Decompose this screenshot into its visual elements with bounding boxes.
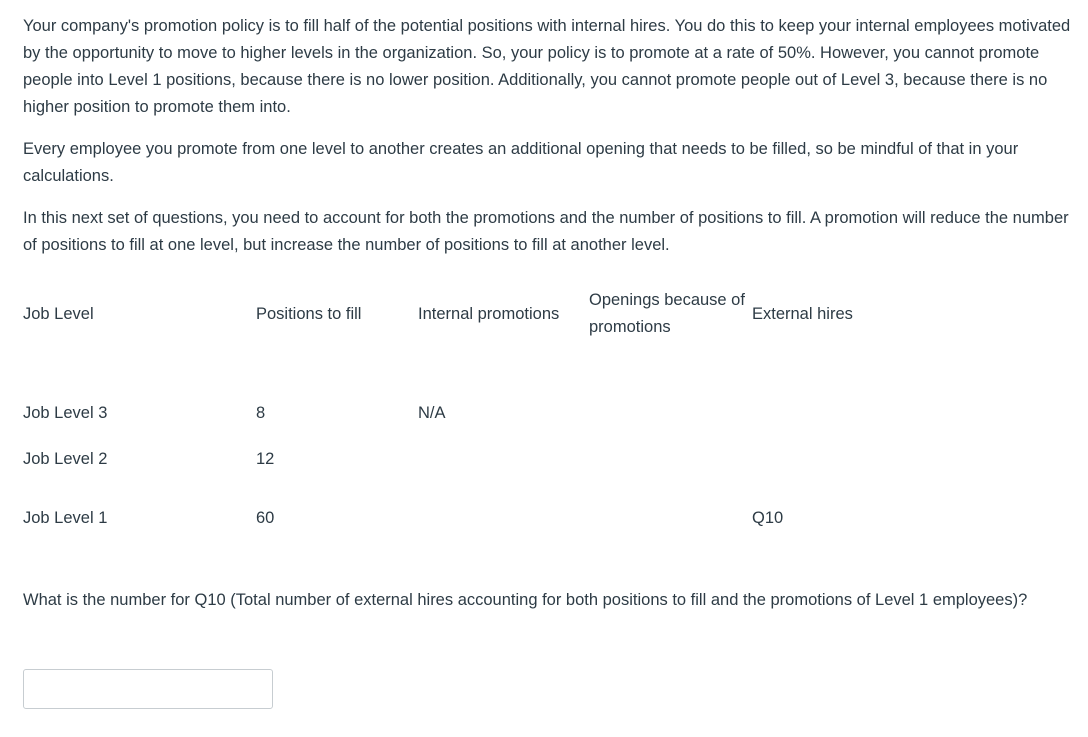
cell-openings bbox=[589, 343, 752, 430]
cell-internal-promotions bbox=[418, 489, 589, 548]
table-row bbox=[23, 489, 892, 548]
cell-external-hires bbox=[752, 430, 892, 489]
table-row bbox=[23, 430, 892, 489]
cell-positions-to-fill: 12 bbox=[256, 450, 275, 468]
cell-internal-promotions bbox=[418, 430, 589, 489]
answer-input[interactable] bbox=[23, 669, 273, 709]
header-job-level: Job Level bbox=[23, 304, 94, 323]
header-internal-promotions: Internal promotions bbox=[418, 304, 560, 323]
header-openings-because-of-promotions: Openings because of promotions bbox=[589, 291, 745, 336]
cell-openings bbox=[589, 489, 752, 548]
cell-job-level: Job Level 3 bbox=[23, 404, 108, 422]
header-positions-to-fill: Positions to fill bbox=[256, 304, 362, 323]
intro-paragraph-instructions: In this next set of questions, you need to account for both the promotions and the number of positions to fill. A promotion will reduce the number of positions to fill at one level, but increase the number of positions to fill at another level. bbox=[23, 209, 1069, 254]
cell-job-level: Job Level 1 bbox=[23, 509, 108, 527]
cell-openings bbox=[589, 430, 752, 489]
table-row bbox=[23, 343, 892, 430]
table-header-row bbox=[23, 285, 892, 343]
question-text: What is the number for Q10 (Total number of external hires accounting for both positions to fill and the promotions of Level 1 employees)? bbox=[23, 591, 1028, 609]
question-intro bbox=[23, 13, 1085, 274]
intro-paragraph-openings: Every employee you promote from one level to another creates an additional opening that needs to be filled, so be mindful of that in your calculations. bbox=[23, 140, 1019, 185]
intro-paragraph-policy: Your company's promotion policy is to fill half of the potential positions with internal hires. You do this to keep your internal employees motivated by the opportunity to move to higher levels in the organization. So, your policy is to promote at a rate of 50%. However, you cannot promote people into Level 1 positions, because there is no lower position. Additionally, you cannot promote people out of Level 3, because there is no higher position to promote them into. bbox=[23, 17, 1071, 116]
cell-internal-promotions: N/A bbox=[418, 404, 446, 422]
cell-job-level: Job Level 2 bbox=[23, 450, 108, 468]
cell-positions-to-fill: 60 bbox=[256, 509, 275, 527]
cell-external-hires bbox=[752, 343, 892, 430]
cell-external-hires: Q10 bbox=[752, 509, 784, 527]
job-level-table bbox=[23, 285, 892, 548]
cell-positions-to-fill: 8 bbox=[256, 404, 266, 422]
header-external-hires: External hires bbox=[752, 304, 853, 323]
